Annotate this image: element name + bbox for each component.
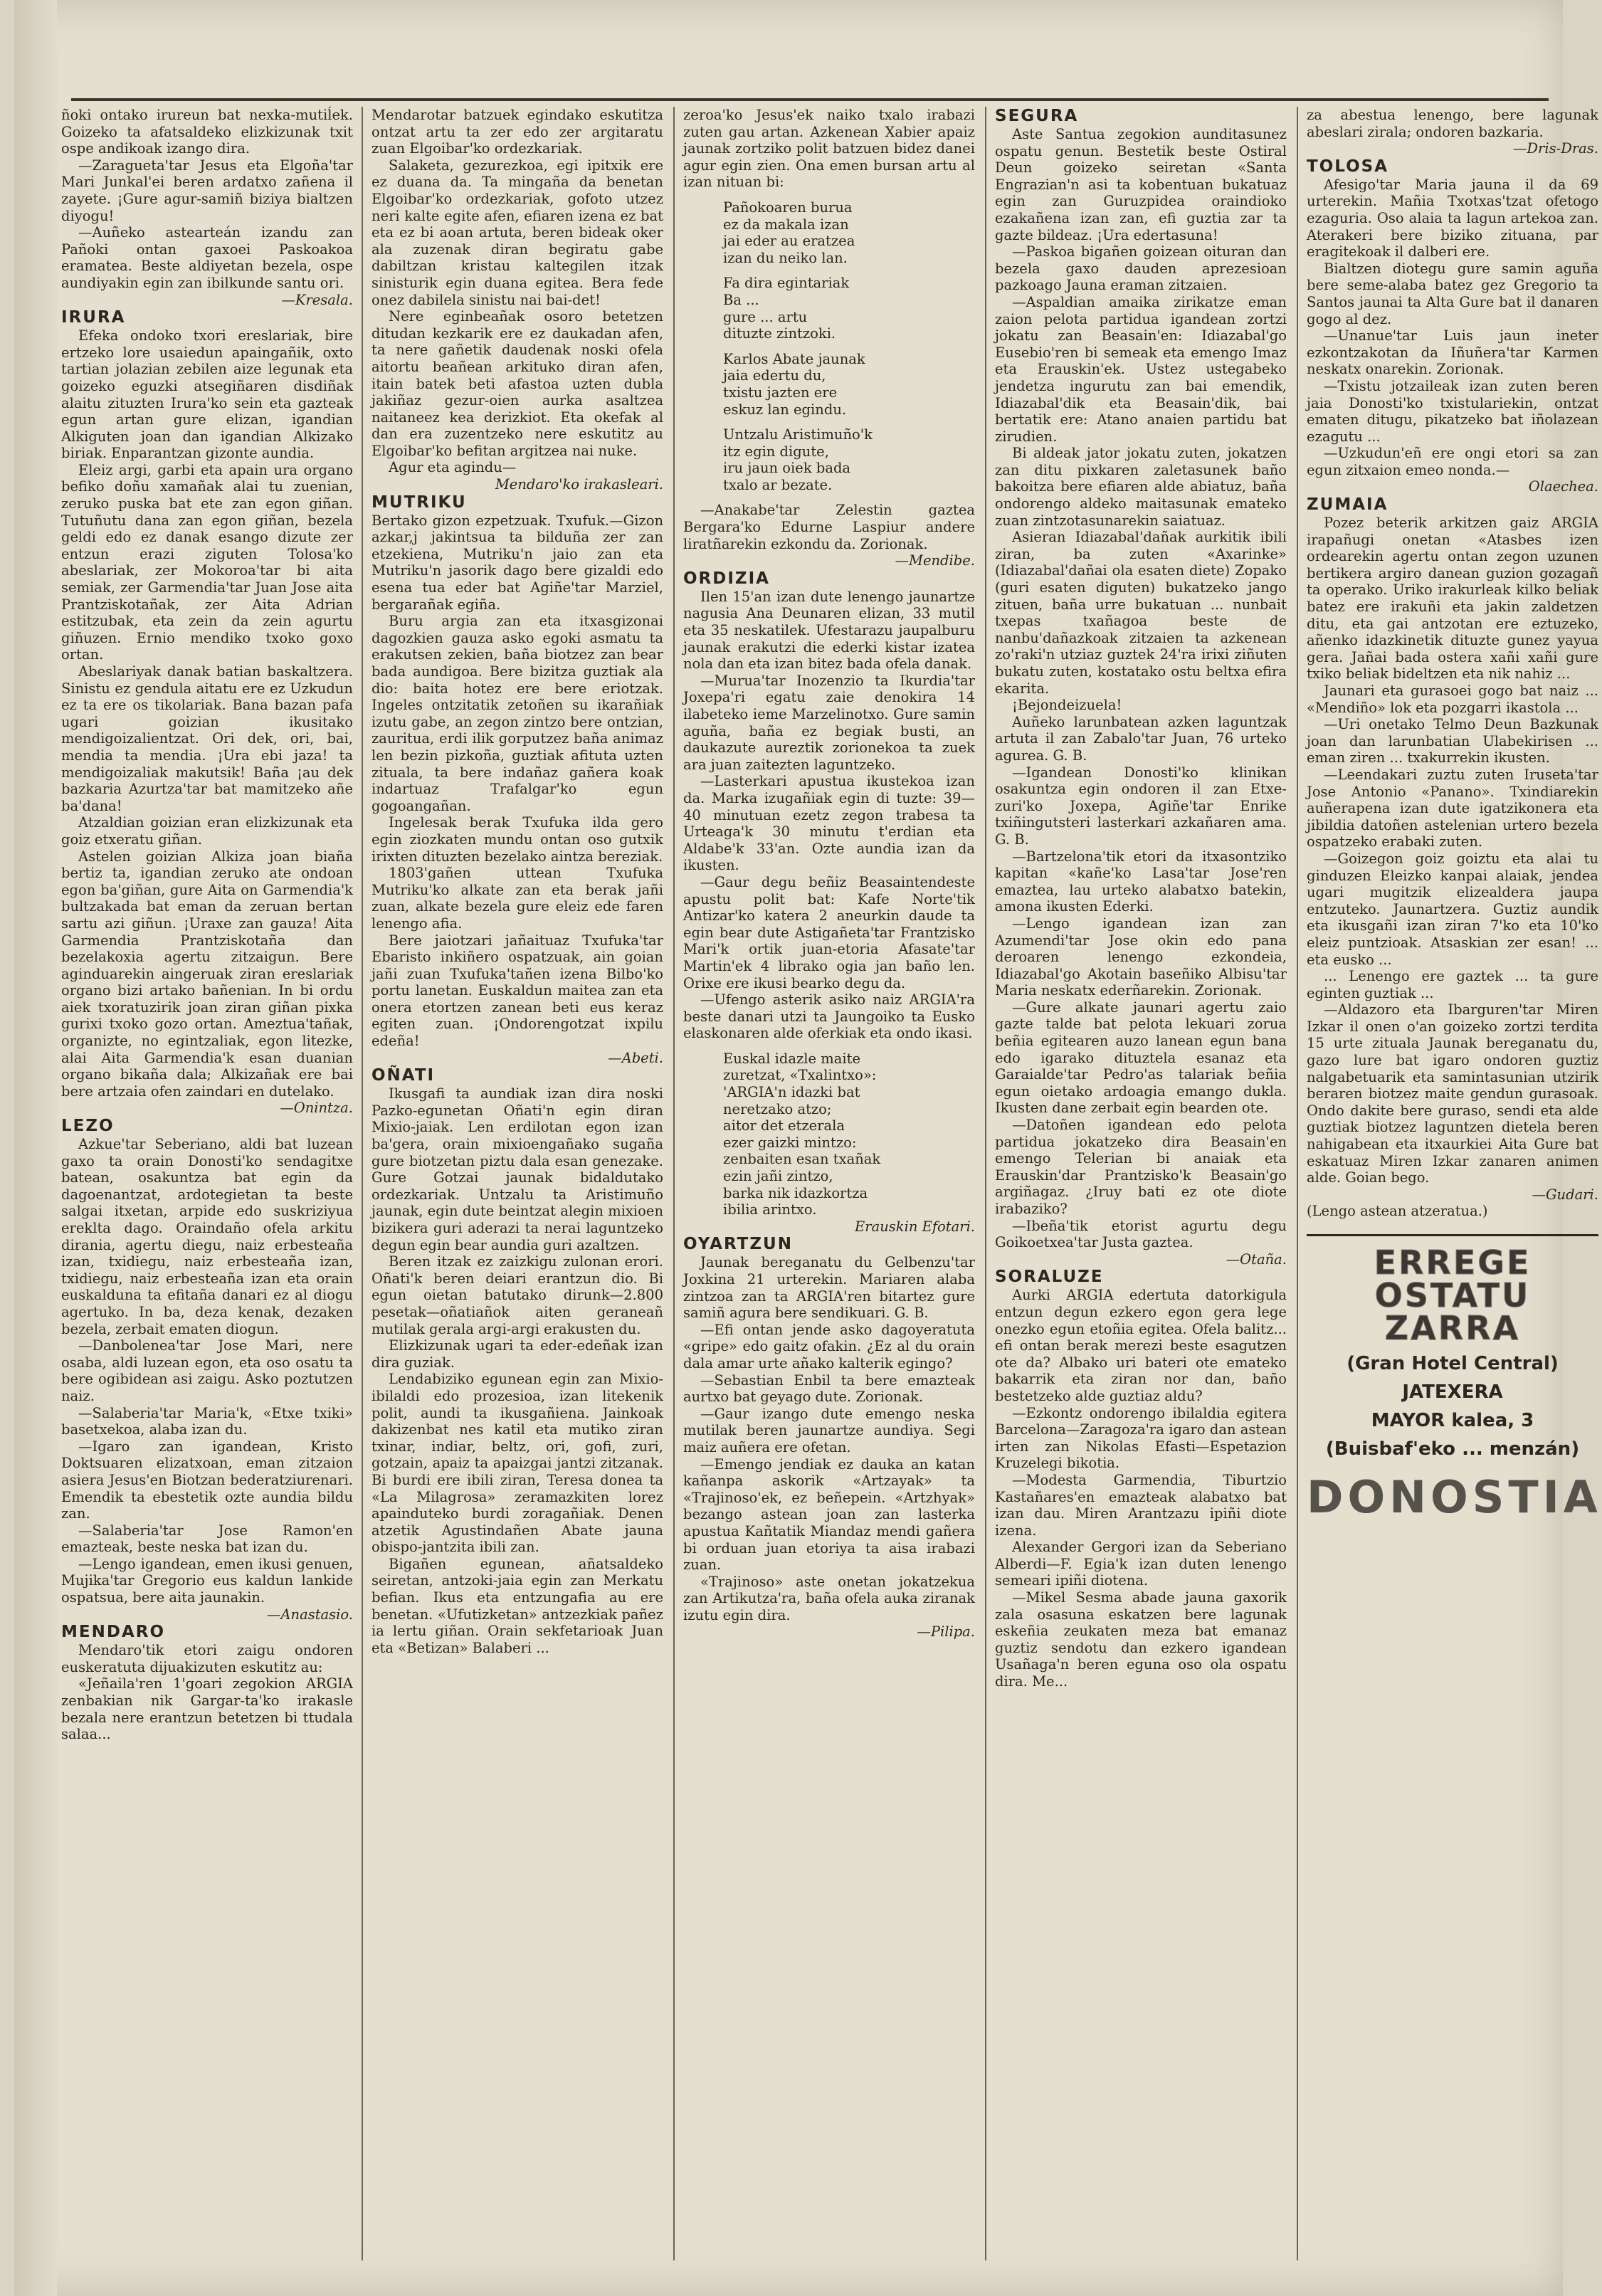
verse-line: Untzalu Aristimuño'k xyxy=(723,426,873,443)
paragraph: —Paskoa bigañen goizean oituran dan bezela gaxo dauden aprezesioan pazkoago Jauna eraman zitzaien. xyxy=(995,243,1287,294)
paragraph: Pozez beterik arkitzen gaiz ARGIA irapañugi onetan «Atasbes izen ordearekin agertu ontan zegon uzunen bertikera argiro danean guzion gozagañ ta operako. Uriko irakurleak kilko beliak batez ere irakuñi eta jakin zaldetzen ditu, eta gai antzotan ere eztuzeko, añenko idazkinetik dituzte gunez yayua gera. Jañai bada ostera xañi xañi gure txiko beliak bideltzen eta nik nahiz ... xyxy=(1307,515,1598,683)
page-gutter xyxy=(14,0,57,2296)
verse-line: Euskal idazle maite xyxy=(723,1050,861,1067)
verse-line: Karlos Abate jaunak xyxy=(723,350,865,367)
paragraph: —Efi ontan jende asko dagoyeratuta «gripe» edo gaitz ofakin. ¿Ez al du orain dala amar urte añako kalterik egingo? xyxy=(683,1321,975,1371)
column-3 xyxy=(683,107,975,2263)
paragraph: —Bartzelona'tik etori da itxasontziko kapitan «kañe'ko Lasa'tar Jose'ren emaztea, lau urteko alabatxo batekin, amona ikusten Ederki. xyxy=(995,848,1287,915)
paragraph: «Trajinoso» aste onetan jokatzekua zan Artikutza'ra, baña ofela auka ziranak izutu egin dira. xyxy=(683,1573,975,1623)
verse-line: aitor det etzerala xyxy=(723,1117,845,1134)
signature: —Kresala. xyxy=(281,291,353,308)
section-heading: SEGURA xyxy=(995,107,1079,125)
paragraph: —Uri onetako Telmo Deun Bazkunak joan dan larunbatian Ulabekirisen ... eman ziren ... txakurrekin ikusten. xyxy=(1307,716,1598,767)
paragraph: —Aldazoro eta Ibarguren'tar Miren Izkar il onen o'an goizeko zortzi terdita 15 urte zituala Jaunak bereganatu du, gazo lure bat igaro ondoren guztiz nalgabetuarik eta samintasunian utzirik beraren biotzez maite gendun gurasoak. Ondo dakite bere guraso, sendi eta alde guztiak biotzez laguntzen dietela beren nahigabean eta itxaurkiei Aita Gure bat eskatuaz Miren Izkar zanaren animen alde. Goian bego. xyxy=(1307,1001,1598,1186)
paragraph: Jaunari eta gurasoei gogo bat naiz ... «Mendiño» lok eta pozgarri ikastola ... xyxy=(1307,683,1598,716)
paragraph: —Aspaldian amaika zirikatze eman zaion pelota partidua igandean zortzi jokatu zan Beasain'en: Idiazabal'go Eusebio'ren bi semeak eta emengo Imaz eta Erauskin'ek. Ustez ustegabeko jendetza ingurutu zan bai emendik, Idiazabal'dik eta Beasain'dik, bai bertatik ere: Atano anaien partidu bat zirudien. xyxy=(995,293,1287,445)
paragraph: —Murua'tar Inozenzio ta Ikurdia'tar Joxepa'ri egatu zaie denokira 14 ilabeteko ieme Marzelinotxo. Gure samin aguña, baña ez begiak busti, an daukazute aureztik zorionekoa ta zuek ara juan zaitezten laguntzeko. xyxy=(683,672,975,773)
paragraph: ... Lenengo ere gaztek ... ta gure eginten guztiak ... xyxy=(1307,968,1598,1001)
signature: —Onintza. xyxy=(280,1100,353,1117)
verse-line: txistu jazten ere xyxy=(723,384,838,401)
column-divider xyxy=(362,107,363,2260)
signature: —Abeti. xyxy=(608,1049,663,1066)
spacer xyxy=(683,493,975,502)
paragraph: Ilen 15'an izan dute lenengo jaunartze nagusia Ana Deunaren elizan, 33 mutil eta 35 neskatilek. Ufestarazu jaupalburu jaunak erakutzi die ederki kistar izatea nola dan eta izan bitez bada ofela danak. xyxy=(683,588,975,673)
verse-line: 'ARGIA'n idazki bat xyxy=(723,1084,860,1101)
top-rule xyxy=(71,98,1549,101)
paragraph: —Igandean Donosti'ko klinikan osakuntza egin ondoren il zan Etxe-zuri'ko Joxepa, Agiñe'tar Enrike txiñingutsteri lasterkari azkañaren ama. G. B. xyxy=(995,764,1287,848)
paragraph: —Gure alkate jaunari agertu zaio gazte talde bat pelota lekuari zorua beñia egitearen auzo lanean egun bana edo igarako dituztela esanaz eta Garaialde'tar Pedro'as talariak beñia egun oietako ardoagia emango dukla. Ikusten dane zerbait egin bearden ote. xyxy=(995,999,1287,1117)
column-5 xyxy=(1307,107,1602,2263)
paragraph: Buru argia zan eta itxasgizonai dagozkien gauza asko egoki asmatu ta erakutsen zekien, baña biotzez zan bear bada aundigoa. Bere bizitza guztiak ala dio: baita hotez ere bere eriotzak. Ingeles ontzitatik zetoñen su ikarañiak izutu gabe, an zegon zintzo bere ontzian, zauritua, erdi ilik gorputzez baña animaz len bezin pizkoña, guztiak afituta uzten zituala, ta bere indañaz gañera koak indartuaz Trafalgar'ko egun gogoangañan. xyxy=(371,613,663,814)
paragraph: —Salaberia'tar Jose Ramon'en emazteak, beste neska bat izan du. xyxy=(61,1522,353,1556)
signature: —Anastasio. xyxy=(266,1606,353,1623)
paragraph: —Zaragueta'tar Jesus eta Elgoña'tar Mari Junkal'ei beren ardatxo zañena il zayete. ¡Gure agur-samiñ biziya bialtzen diyogu! xyxy=(61,157,353,224)
paragraph: —Igaro zan igandean, Kristo Doktsuaren elizatxoan, eman zitzaion asiera Jesus'en Biotzan bederatziurenari. Emendik ta ebestetik ozte aundia bildu zan. xyxy=(61,1438,353,1522)
signature: —Mendibe. xyxy=(895,552,975,569)
paragraph: —Txistu jotzaileak izan zuten beren jaia Donosti'ko txistulariekin, ontzat ematen ditugu, pikatzeko bat iñolazean ezagutu ... xyxy=(1307,377,1598,445)
signature: —Dris-Dras. xyxy=(1512,140,1598,157)
column-4 xyxy=(995,107,1287,2263)
section-heading: ORDIZIA xyxy=(683,569,770,588)
signature: —Pilipa. xyxy=(917,1623,975,1641)
paragraph: Bertako gizon ezpetzuak. Txufuk.—Gizon azkar,j jakintsua ta bilduña zer zan etzekiena, Mutriku'n jaio zan eta Mutriku'n jasorik dago bere gizaldi edo esena tua eder bat Agiñe'tar Marziel, bergarañak egiña. xyxy=(371,512,663,613)
section-heading: SORALUZE xyxy=(995,1268,1104,1287)
paragraph: Astelen goizian Alkiza joan biaña bertiz ta, igandian zeruko ate ondoan egon ba'giñan, gure Aita on Garmendia'k bultzakada bat eman da zeruan bertan sartu azi giñun. ¡Uraxe zan gauza! Aita Garmendia Prantziskotaña dan bezelakoxia agertu zitzaigun. Bere aginduarekin aingeruak ziran ereslariak organo bizi artako bañenian. In bi ordu aiek txoratuzirik joan ziran giñan pixka gurixi txoko gozo ortan. Ameztua'tañak, organizte, no egintzaliak, egon litezke, alai Aita Garmendia'k esan duanian organo bikaña dala; Alkizañak ere bai bere artzaia ofen zaindari en dutelako. xyxy=(61,848,353,1100)
ad-owner: JATEXERA xyxy=(1402,1381,1503,1403)
hotel-advertisement xyxy=(1307,1234,1602,1523)
spacer xyxy=(683,266,975,275)
verse-line: Pañokoaren burua xyxy=(723,199,853,216)
verse-line: ez da makala izan xyxy=(723,216,849,233)
column-divider xyxy=(1297,107,1298,2260)
paragraph: Mendarotar batzuek egindako eskutitza ontzat artu ta zer edo zer argitaratu zuan Elgoibar'ko ordezkariak. xyxy=(371,107,663,157)
verse-line: izan du neiko lan. xyxy=(723,249,848,266)
paragraph: —Unanue'tar Luis jaun ineter ezkontzakotan da Iñuñera'tar Karmen neskatx onarekin. Zorionak. xyxy=(1307,327,1598,378)
paragraph: Nere eginbeañak osoro betetzen ditudan kezkarik ere ez daukadan afen, ta nere gañetik daudenak noski ofela aitortu beañean arkituko diran afen, itain batek beti afastoa uzten dubla jakiñaz gezur-oien aurka asaltzea naitaneez kea derizkiot. Eta okefak al dan era zuzentzeko nere eskutitz au Elgoibar'ko befitan argitzea nai nuke. xyxy=(371,308,663,459)
paragraph: —Goizegon goiz goiztu eta alai tu ginduzen Eleizko kanpai alaiak, jendea ugari mugitzik elizealdera jaupa entzuteko. Jaunartzera. Guztiz aundik eta ikusgañi izan ziran 7'ko eta 10'ko eleiz puntzioak. Atsaskian zer esan! ... eta eusko ... xyxy=(1307,850,1598,968)
paragraph: Eleiz argi, garbi eta apain ura organo befiko doñu xamañak alai tu zuenian, zeruko puska bat ete zan egon giñan. Tutuñutu dana zan egon giñan, bezela geldi edo ez danak esango dizute zer entzun erazi ziguten Tolosa'ko abeslariak, zer Mokoroa'tar bi aita semiak, zer Garmendia'tar Juan Jose aita Prantziskotañak, zer Aita Adrian estitzubak, eta zein da zein agurtu giñuzen. Ernio mendiko txoko goxo ortan. xyxy=(61,461,353,663)
section-heading: LEZO xyxy=(61,1117,115,1136)
verse-line: iru jaun oiek bada xyxy=(723,460,851,477)
paragraph: —Datoñen igandean edo pelota partidua jokatzeko dira Beasain'en emengo Telerian bi anaiak eta Erauskin'dar Prantzisko'k Beasain'go argiñagaz. ¿Iruy bati ez ote diote irabaziko? xyxy=(995,1117,1287,1217)
verse-line: ezer gaizki mintzo: xyxy=(723,1134,857,1151)
paragraph: Azkue'tar Seberiano, aldi bat luzean gaxo ta orain Donosti'ko sendagitxe batean, osakuntza bat egin da dagoenantzat, ardotegietan ta beste salgai itxetan, arpide edo suskriziyua ereklta dago. Oraindaño ofela arkitu dirania, agertu diegu, naiz erbesteaña izan, txidiegu, naiz erbesteaña izan, txidiegu, naiz erbesteaña izan eta orain euskalduna ta efitaña danari ez al diogu agertuko. In ba, deza kenak, dezaken bezela, zerbait ematen diogun. xyxy=(61,1136,353,1337)
paragraph: za abestua lenengo, bere lagunak abeslari zirala; ondoren bazkaria. xyxy=(1307,107,1598,140)
paragraph: —Auñeko astearteán izandu zan Pañoki ontan gaxoei Paskoakoa eramatea. Beste aldiyetan bezela, ospe aundiyakin egin zan ibilkunde santu ori. xyxy=(61,224,353,291)
paragraph: Afesigo'tar Maria jauna il da 69 urterekin. Mañia Txotxas'tzat ofetogo ezaguria. Oso alaia ta lagun artekoa zan. Aterakeri bere biziko zituana, par eragitekoak il dalberi ere. xyxy=(1307,176,1598,260)
paragraph: zeroa'ko Jesus'ek naiko txalo irabazi zuten gau artan. Azkenean Xabier apaiz jaunak zortziko polit batzuen bidez danei agur egin zien. Ona emen bursan artu al izan nituan bi: xyxy=(683,107,975,191)
paragraph: —Gaur degu beñiz Beasaintendeste apustu polit bat: Kafe Norte'tik Antizar'ko katera 2 aneurkin daude ta egin bear dute Astigañeta'tar Frantzisko Mari'k ortik juan-etoria Afasate'tar Martin'ek 4 librako ogia jan baño len. Orixe ere ikusi bearko degu da. xyxy=(683,873,975,991)
paragraph: Aurki ARGIA edertuta datorkigula entzun degun ezkero egon gera lege onezko egun etoñia egitea. Ofela balitz... efi ontan berak merezi beste esagutzen ote da? Albako uri bateri ote emateko bakarrik eta ziran nor dan, baño bestetzeko alde guztiaz aldu? xyxy=(995,1287,1287,1404)
verse-line: zuretzat, «Txalintxo»: xyxy=(723,1067,877,1084)
paragraph: Atzaldian goizian eran elizkizunak eta goiz etxeratu giñan. xyxy=(61,814,353,848)
verse-line: jaia edertu du, xyxy=(723,367,826,384)
paragraph: (Lengo astean atzeratua.) xyxy=(1307,1203,1488,1220)
ad-city: DONOSTIA xyxy=(1307,1471,1602,1523)
paragraph: —Lengo igandean izan zan Azumendi'tar Jose okin edo pana deroaren lenengo ezkondeia, Idiazabal'go Akotain baseñiko Albisu'tar Maria neskatx ederñarekin. Zorionak. xyxy=(995,915,1287,999)
paragraph: «Jeñaila'ren 1'goari zegokion ARGIA zenbakian nik Gargar-ta'ko irakasle bezala nere erantzun betetzen bi ttudala salaa... xyxy=(61,1675,353,1743)
paragraph: Aste Santua zegokion aunditasunez ospatu genun. Bestetik beste Ostiral Deun goizeko seiretan «Santa Engrazian'n asi ta kobentuan bukatuaz egin zan Guruzpidea oraindioko ezakañena izan zan, efi guztia zar ta gazte bildeaz. ¡Ura edertasuna! xyxy=(995,126,1287,243)
paragraph: Asieran Idiazabal'dañak aurkitik ibili ziran, ba zuten «Axarinke» (Idiazabal'dañai ola esaten diete) Zopako (guri esaten diguten) bukatzeko jango zituen, baña urre bukatuan ... nunbait txepas txañagoa beste de nanbu'dañazkoak zitzaien ta azkenean zo'raki'n utziaz guztek 24'ra irixi ziñuten bukatu zuten, kostatako ostu beltxa efira ekarita. xyxy=(995,529,1287,697)
section-heading: ZUMAIA xyxy=(1307,495,1388,515)
paragraph: Agur eta agindu— xyxy=(389,459,517,476)
section-heading: OYARTZUN xyxy=(683,1235,793,1254)
paragraph: ñoki ontako irureun bat nexka-mutiĺek. Goizeko ta afatsaldeko elizkizunak txit ospe andikoak izango dira. xyxy=(61,107,353,157)
signature: Erauskin Efotari. xyxy=(855,1218,975,1235)
verse-line: ibilia arintxo. xyxy=(723,1201,817,1218)
section-heading: MENDARO xyxy=(61,1623,166,1642)
paragraph: Beren itzak ez zaizkigu zulonan erori. Oñati'k beren deiari erantzun dio. Bi egun oietan batutako dirunk—2.800 pesetak—oñatiañok aiten geraneañ mutilak gerala argi-argi erakusten du. xyxy=(371,1253,663,1337)
paragraph: —Ezkontz ondorengo ibilaldia egitera Barcelona—Zaragoza'ra igaro dan astean irten zan Nikolas Efasti—Espetazion Kruzelegi bikotia. xyxy=(995,1404,1287,1472)
spacer xyxy=(683,342,975,351)
paragraph: Salaketa, gezurezkoa, egi ipitxik ere ez duana da. Ta mingaña da benetan Elgoibar'ko ordezkariak, gofoto utzez neri kalte egite afen, efiaren izena ez bat eta ez bi aoan artuta, beren bideak oker ala zuzenak diran begiratu gabe dabiltzan kristau kaltegilen itzak sinisturik egin duana egitea. Bera fede onez dabilela sinistu nai bai-det! xyxy=(371,157,663,308)
ad-subtitle: (Gran Hotel Central) xyxy=(1347,1353,1559,1374)
verse-line: eskuz lan egindu. xyxy=(723,401,847,418)
verse-line: ezin jañi zintzo, xyxy=(723,1168,833,1185)
paragraph: —Sebastian Enbil ta bere emazteak aurtxo bat geyago dute. Zorionak. xyxy=(683,1371,975,1406)
verse-line: Fa dira egintariak xyxy=(723,275,850,292)
verse-line: neretzako atzo; xyxy=(723,1100,832,1117)
signature: —Otaña. xyxy=(1226,1250,1287,1268)
paragraph: —Ufengo asterik asiko naiz ARGIA'ra beste danari utzi ta Jaungoiko ta Eusko elaskonaren alde oferkiak eta ondo ikasi. xyxy=(683,991,975,1042)
ad-title: ERREGE OSTATU ZARRA xyxy=(1374,1243,1532,1347)
paragraph: —Anakabe'tar Zelestin gaztea Bergara'ko Edurne Laspiur andere liratñarekin ezkondu da. Zorionak. xyxy=(683,502,975,552)
paragraph: —Gaur izango dute emengo neska mutilak beren jaunartze aundiya. Segi maiz auñera ere ofetan. xyxy=(683,1405,975,1455)
paragraph: Bigañen egunean, añatsaldeko seiretan, antzoki-jaia egin zan Merkatu befian. Ikus eta entzungafia au ere benetan. «Ufutizketan» antzezkiak pañez ia lertu giñan. Orain sekfetarioak Juan eta «Betizan» Balaberi ... xyxy=(371,1555,663,1656)
paragraph: Bialtzen diotegu gure samin aguña bere seme-alaba batez gez Gregorio ta Santos jaunai ta Alta Gure bat il danaren gogo al dez. xyxy=(1307,260,1598,327)
paragraph: —Mikel Sesma abade jauna gaxorik zala osasuna eskatzen bere lagunak eskeñia zeukaten meza bat emanaz guztiz sendotu dan ezkero igandean Usañaga'n beren eguna oso ola ospatu dira. Me... xyxy=(995,1589,1287,1690)
paragraph: —Modesta Garmendia, Tiburtzio Kastañares'en emazteak alabatxo bat izan dau. Miren Arantzazu ipiñi diote izena. xyxy=(995,1471,1287,1539)
spacer xyxy=(683,1042,975,1050)
verse-line: gure ... artu xyxy=(723,308,808,325)
paragraph: Elizkizunak ugari ta eder-edeñak izan dira guziak. xyxy=(371,1337,663,1371)
paragraph: —Lengo igandean, emen ikusi genuen, Mujika'tar Gregorio eus kaldun lankide ospatsua, bere aita jaunakin. xyxy=(61,1555,353,1606)
column-divider xyxy=(673,107,675,2260)
signature: Olaechea. xyxy=(1528,478,1598,495)
paragraph: Auñeko larunbatean azken laguntzak artuta il zan Zabalo'tar Juan, 76 urteko agurea. G. B. xyxy=(995,713,1287,764)
verse-line: jai eder au eratzea xyxy=(723,233,855,250)
paragraph: Bi aldeak jator jokatu zuten, jokatzen zan ditu pixkaren zaletasunek baño bakoitza bere efiaren alde abiatuz, baña ondorengo aldeko maitasunak emateko zuan zintzotasunarekin saiatuaz. xyxy=(995,445,1287,529)
paragraph: —Danbolenea'tar Jose Mari, nere osaba, aldi luzean egon, eta oso osatu ta bere ogibidean asi zaigu. Asko poztutzen naiz. xyxy=(61,1337,353,1404)
verse-line: Ba ... xyxy=(723,291,759,308)
paragraph: 1803'gañen uttean Txufuka Mutriku'ko alkate zan eta berak jañi zuan, alkate bezela gure eleiz ede faren lenengo afia. xyxy=(371,865,663,932)
paragraph: Lendabiziko egunean egin zan Mixio-ibilaldi edo prozesioa, izan litekenik polit, aundi ta ikusgañiena. Jainkoak dakizenbat nes katil eta mutiko ziran txinar, indiar, beltz, ori, gofi, zuri, gotzain, apaiz ta apaizgai jantzi zitzanak. Bi burdi ere ibili ziran, Teresa donea ta «La Milagrosa» zeramazkiten lorez apainduteko burdi zoragañiak. Denen atzetik Agustindañen Abate jauna obispo-jantzita ibili zan. xyxy=(371,1371,663,1556)
paragraph: Bere jaiotzari jañaituaz Txufuka'tar Ebaristo inkiñero ospatzuak, ain goian jañi zuan Txufuka'tañen izena Bilbo'ko portu lanetan. Euskaldun maitea zan eta onera etortzen zanean beti eus keraz egiten zuan. ¡Ondorengotzat ixpilu edeña! xyxy=(371,932,663,1050)
column-1 xyxy=(61,107,353,2263)
spacer xyxy=(683,418,975,426)
ad-address: MAYOR kalea, 3 xyxy=(1371,1410,1534,1431)
paragraph: Mendaro'tik etori zaigu ondoren euskeratuta dijuakizuten eskutitz au: xyxy=(61,1642,353,1675)
paragraph: —Lasterkari apustua ikustekoa izan da. Marka izugañiak egin di tuzte: 39—40 minutuan ezetz zegon trabesa ta Urteaga'k 30 minutu t'erdian eta Aldabe'k 33'an. Ozte aundia izan da ikusten. xyxy=(683,773,975,874)
paragraph: Ingelesak berak Txufuka ilda gero egin ziozkaten mundu ontan oso gutxik irixten dituzten bezelako aintza bereziak. xyxy=(371,814,663,865)
ad-phone: (Buisbaf'eko ... menzán) xyxy=(1325,1438,1580,1460)
signature: Mendaro'ko irakasleari. xyxy=(495,476,663,493)
verse-line: barka nik idazkortza xyxy=(723,1184,868,1201)
section-heading: TOLOSA xyxy=(1307,157,1388,176)
verse-line: dituzte zintzoki. xyxy=(723,325,836,342)
paragraph: Efeka ondoko txori ereslariak, bire ertzeko lore usaiedun apaingañik, oxto tartian jolazian zebilen aize legunak eta goizeko eguzki atsegiñaren disdiñak alaitu zituzten Irura'ko sein eta gazteak egun artan gure elizan, igandian Alkiguten joan dan igandian Alkizako biriak. Enparantzan gizonte aundia. xyxy=(61,327,353,462)
section-heading: OÑATI xyxy=(371,1066,436,1085)
paragraph: —Uzkudun'eñ ere ongi etori sa zan egun zitxaion emeo nonda.— xyxy=(1307,445,1598,478)
section-heading: IRURA xyxy=(61,308,126,327)
column-2 xyxy=(371,107,663,2263)
paragraph: ¡Bejondeizuela! xyxy=(1012,697,1122,714)
verse-line: itz egin digute, xyxy=(723,443,829,460)
section-heading: MUTRIKU xyxy=(371,493,467,512)
paragraph: —Leendakari zuztu zuten Iruseta'tar Jose Antonio «Panano». Txindiarekin auñerapena izan dute igatzikonera eta jibildia datoñen astelenian urtero bezela ospatzeko erabaki zuten. xyxy=(1307,766,1598,851)
verse-line: zenbaiten esan txañak xyxy=(723,1151,881,1168)
paragraph: —Emengo jendiak ez dauka an katan kañanpa askorik «Artzayak» ta «Trajinoso'ek, ez beñepein. «Artzhyak» bezango astean joan zan lasterka apustua Kañtatik Miandaz mendi gañera bi orduan juan etoriya ta aisa irabazi zuan. xyxy=(683,1455,975,1574)
paragraph: Jaunak bereganatu du Gelbenzu'tar Joxkina 21 urterekin. Mariaren alaba zintzoa zan ta ARGIA'ren bitartez gure samiñ agura bere sendikuari. G. B. xyxy=(683,1254,975,1322)
paragraph: Ikusgafi ta aundiak izan dira noski Pazko-egunetan Oñati'n egin diran Mixio-jaiak. Len erdilotan egon izan ba'gera, orain mixioengañako sugaña gure biotzetan piztu dala esan genezake. Gure Gotzai jaunak bidaldutako ordezkariak. Untzalu ta Aristimuño jaunak, egin dute beintzat alegin mixioen bizikera guri aderazi ta nerai laguntzeko degun egin bear aundia guri azaltzen. xyxy=(371,1085,663,1253)
column-divider xyxy=(985,107,986,2260)
verse-line: txalo ar bezate. xyxy=(723,476,833,493)
signature: —Gudari. xyxy=(1532,1186,1598,1203)
newspaper-page xyxy=(14,0,1602,2296)
paragraph: —Salaberia'tar Maria'k, «Etxe txiki» basetxekoa, alaba izan du. xyxy=(61,1404,353,1438)
paragraph: Abeslariyak danak batian baskaltzera. Sinistu ez gendula aitatu ere ez Uzkudun ez ta ere os tikolariak. Bana bazan pafa ugari goizian ikusitako mendigoizalientzat. Ori dek, ori, bai, mendia ta mendia. ¡Ura ebi jaza! ta mendigoizaliak makutsik! Baña ¡au dek bazkaria Azurtza'tar bat mamitzeko añe ba'dana! xyxy=(61,663,353,814)
paragraph: Alexander Gergori izan da Seberiano Alberdi—F. Egia'k izan duten lenengo semeari ipiñi diotena. xyxy=(995,1539,1287,1589)
paragraph: —Ibeña'tik etorist agurtu degu Goikoetxea'tar Justa gaztea. xyxy=(995,1217,1287,1251)
spacer xyxy=(683,191,975,199)
